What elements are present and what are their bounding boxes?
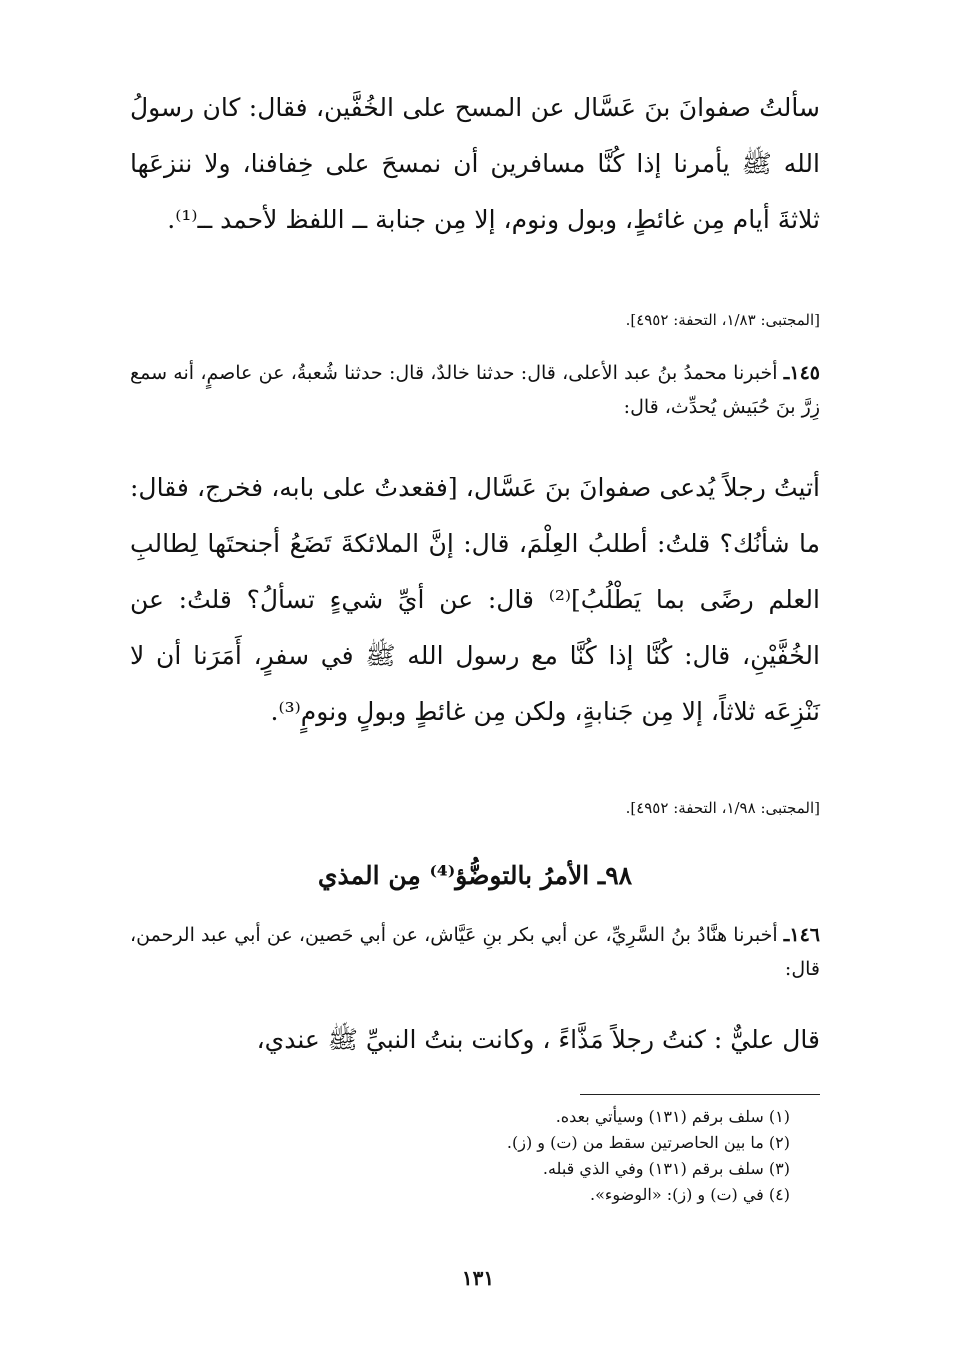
chapter-heading: ٩٨ـ الأمرُ بالتوضُّؤ⁽⁴⁾ مِن المذي (317, 861, 633, 890)
hadith-146-matn: قال عليٌّ : كنتُ رجلاً مَذَّاءً ، وكانت بنتُ النبيِّ ﷺ عندي، (256, 1025, 820, 1054)
footnote-divider (580, 1094, 820, 1095)
hadith-145-reference: [المجتبى: ١/٩٨، التحفة: ٤٩٥٢]. (625, 799, 820, 817)
footnote-2: (٢) ما بين الحاصرتين سقط من (ت) و (ز). (506, 1133, 790, 1152)
hadith-144-matn: سألتُ صفوانَ بنَ عَسَّال عن المسح على الخُفَّين، فقال: كان رسولُ الله ﷺ يأمرنا إذا كُنَّا مسافرين أن نمسحَ على خِفافنا، ولا ننزعَها ثلاثةَ أيام مِن غائطٍ، وبول ونوم، إلا مِن جنابة ــ اللفظ لأحمد ــ⁽¹⁾. (130, 93, 820, 234)
hadith-144-reference: [المجتبى: ١/٨٣، التحفة: ٤٩٥٢]. (625, 311, 820, 329)
hadith-146-isnad-text: أخبرنا هنَّادُ بنُ السَّرِيِّ، عن أبي بكر بنِ عَيَّاش، عن أبي حَصين، عن أبي عبد الرحمن، قال: (130, 924, 820, 980)
hadith-145-isnad (130, 356, 820, 424)
hadith-145-number: ١٤٥ـ (783, 362, 820, 384)
footnote-1: (١) سلف برقم (١٣١) وسيأتي بعده. (555, 1107, 790, 1126)
hadith-146-number: ١٤٦ـ (783, 924, 820, 946)
footnotes (130, 1104, 790, 1208)
footnote-3: (٣) سلف برقم (١٣١) وفي الذي قبله. (542, 1159, 790, 1178)
footnote-4: (٤) في (ت) و (ز): «الوضوء». (590, 1185, 790, 1204)
hadith-145-matn: أتيتُ رجلاً يُدعى صفوانَ بنَ عَسَّال، [فقعدتُ على بابه، فخرج، فقال: ما شأنُك؟ قلتُ: أطلبُ العِلْمَ، قال: إنَّ الملائكةَ تَضَعُ أجنحتَها لِطالبِ العلم رضًى بما يَطْلُبُ]⁽²⁾ قال: عن أيِّ شيءٍ تسألُ؟ قلتُ: عن الخُفَّيْنِ، قال: كُنَّا إذا كُنَّا مع رسول الله ﷺ في سفرٍ، أَمَرَنا أن لا نَنْزِعَه ثلاثاً، إلا مِن جَنابةٍ، ولكن مِن غائطٍ وبولٍ ونومٍ⁽³⁾. (130, 473, 820, 726)
page-number: ١٣١ (461, 1266, 495, 1290)
hadith-146-isnad (130, 918, 820, 986)
hadith-145-isnad-text: أخبرنا محمدُ بنُ عبد الأعلى، قال: حدثنا خالدٌ، قال: حدثنا شُعبةُ، عن عاصمٍ، أنه سمع زِرَّ بنَ حُبَيش يُحدِّث، قال: (130, 362, 820, 418)
